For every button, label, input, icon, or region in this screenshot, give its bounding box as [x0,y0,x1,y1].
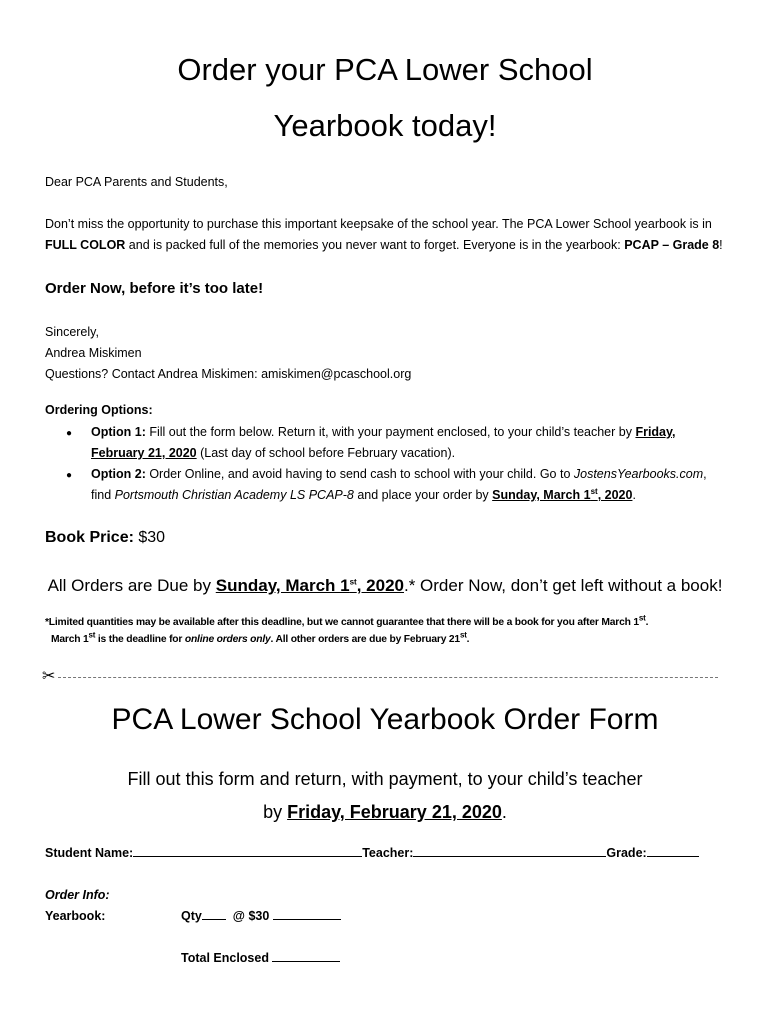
option-1-line-2 [91,443,455,464]
due-prefix: All Orders are Due by [47,576,216,595]
teacher-label: Teacher: [362,846,414,860]
option-2-line-1 [91,464,707,485]
total-enclosed-field[interactable] [272,949,340,962]
form-instr-by: by [263,802,288,822]
due-date-tail: , 2020 [356,576,404,595]
scissors-icon: ✂ [42,668,56,685]
option-2-end: . [632,488,636,502]
option-2-date-sup: st [590,486,598,496]
form-instr-end: . [501,802,507,822]
option-2-find: find [91,488,115,502]
footnote-end-1: . [645,617,649,628]
option-1-date: February 21, 2020 [91,446,197,460]
book-price [45,527,165,549]
option-2-date [492,488,632,502]
footnote-text-2a: March 1 [51,634,89,645]
qty-label: Qty [181,909,202,923]
order-info-heading: Order Info: [45,888,110,902]
qty-row [181,906,341,926]
form-instructions-line-1: Fill out this form and return, with payment, to your child’s teacher [127,769,643,789]
greeting: Dear PCA Parents and Students, [45,175,228,189]
footnote-text-2c: . All other orders are due by February 21 [270,634,460,645]
due-line [0,574,770,598]
due-date-text: Sunday, March 1 [215,576,350,595]
book-price-value: $30 [133,529,166,546]
option-2-text: Order Online, and avoid having to send cash to school with your child. Go to [145,467,574,481]
form-due-date: Friday, February 21, 2020 [287,802,502,822]
book-price-label: Book Price: [45,529,134,546]
full-color-text: FULL COLOR [45,238,126,252]
price-each-label: @ $30 [232,909,270,923]
yearbook-label: Yearbook: [45,909,106,923]
order-now-heading: Order Now, before it’s too late! [45,280,264,297]
footnote-sup-1: st [638,613,646,623]
footnote-online-only: online orders only [184,634,271,645]
qty-amount-field[interactable] [273,907,341,920]
cut-line [58,677,718,678]
option-2-mid: and place your order by [353,488,493,502]
option-2-line-2 [91,485,636,506]
jostens-site: JostensYearbooks.com [573,467,704,481]
contact-line: Questions? Contact Andrea Miskimen: amiskimen@pcaschool.org [45,367,412,381]
option-1-label: Option 1: [91,425,146,439]
intro-paragraph-line-1: Don’t miss the opportunity to purchase this important keepsake of the school year. The PCA Lower School yearbook is in [45,217,712,231]
form-instructions-line-2 [0,799,770,825]
student-name-field[interactable] [133,844,362,857]
total-enclosed-label: Total Enclosed [181,951,269,965]
teacher-field[interactable] [413,844,606,857]
school-name: Portsmouth Christian Academy LS PCAP-8 [114,488,354,502]
footnote-text-1: *Limited quantities may be available after this deadline, but we cannot guarantee that there will be a book for you after March 1 [45,617,639,628]
option-2-date-tail: , 2020 [597,488,633,502]
grade-range-text: PCAP – Grade 8 [624,238,720,252]
footnote-line-2 [51,631,469,649]
due-suffix: .* Order Now, don’t get left without a book! [403,576,723,595]
footnote-sup-2b: st [459,630,467,640]
intro-paragraph-line-2 [45,235,723,256]
form-title: PCA Lower School Yearbook Order Form [111,703,659,736]
option-1-line-1 [91,422,676,443]
grade-label: Grade: [606,846,647,860]
bullet-icon: ● [66,470,73,481]
student-info-row [45,843,699,863]
option-1-tail: (Last day of school before February vacation). [196,446,456,460]
footnote-line-1 [45,614,648,632]
ordering-options-heading: Ordering Options: [45,403,153,417]
title-line-1: Order your PCA Lower School [177,52,593,87]
signer-name: Andrea Miskimen [45,346,142,360]
option-1-day: Friday, [635,425,676,439]
option-1-text: Fill out the form below. Return it, with your payment enclosed, to your child’s teacher by [145,425,636,439]
grade-field[interactable] [647,844,699,857]
option-2-date-text: Sunday, March 1 [492,488,591,502]
footnote-text-2b: is the deadline for [95,634,185,645]
student-name-label: Student Name: [45,846,134,860]
due-date-sup: st [349,577,357,587]
bullet-icon: ● [66,428,73,439]
title-line-2: Yearbook today! [273,108,497,143]
option-2-comma: , [703,467,707,481]
closing: Sincerely, [45,325,99,339]
footnote-sup-2a: st [88,630,96,640]
due-date [216,576,404,595]
footnote-end-2: . [466,634,470,645]
intro-end: ! [719,238,723,252]
intro-text: and is packed full of the memories you never want to forget. Everyone is in the yearbook: [125,238,625,252]
total-row [181,948,340,968]
option-2-label: Option 2: [91,467,146,481]
qty-field[interactable] [202,907,226,920]
